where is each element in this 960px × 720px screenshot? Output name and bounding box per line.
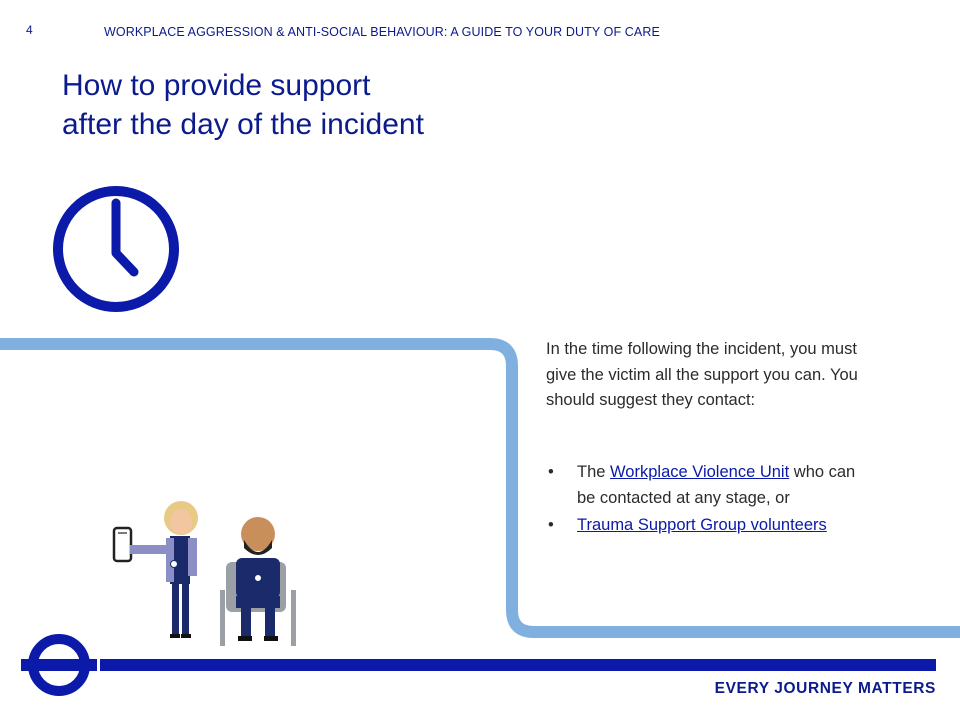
intro-paragraph: In the time following the incident, you must give the victim all the support you can. You should suggest they contact: <box>546 340 858 409</box>
page-title <box>62 66 424 144</box>
bullet-suffix: who can be contacted at any stage, or <box>577 463 856 507</box>
bullet-marker: • <box>548 516 554 534</box>
title-line-1: How to provide support <box>62 69 371 102</box>
staff-illustration <box>108 500 308 648</box>
contact-list <box>546 460 866 541</box>
man-figure <box>220 517 296 646</box>
list-item <box>546 460 866 511</box>
page-number: 4 <box>26 23 33 37</box>
phone-icon <box>114 528 131 561</box>
footer-tagline: EVERY JOURNEY MATTERS <box>714 680 936 697</box>
bullet-marker: • <box>548 463 554 481</box>
document-title: WORKPLACE AGGRESSION & ANTI-SOCIAL BEHAVIOUR: A GUIDE TO YOUR DUTY OF CARE <box>104 25 660 39</box>
trauma-support-group-link[interactable]: Trauma Support Group volunteers <box>577 516 827 534</box>
roundel-logo <box>18 632 100 698</box>
clock-icon <box>50 183 182 315</box>
workplace-violence-unit-link[interactable]: Workplace Violence Unit <box>610 463 790 481</box>
bullet-prefix: The <box>577 463 611 481</box>
title-line-2: after the day of the incident <box>62 108 424 141</box>
woman-figure <box>130 501 198 638</box>
footer-bar <box>100 659 936 671</box>
list-item <box>546 513 866 539</box>
